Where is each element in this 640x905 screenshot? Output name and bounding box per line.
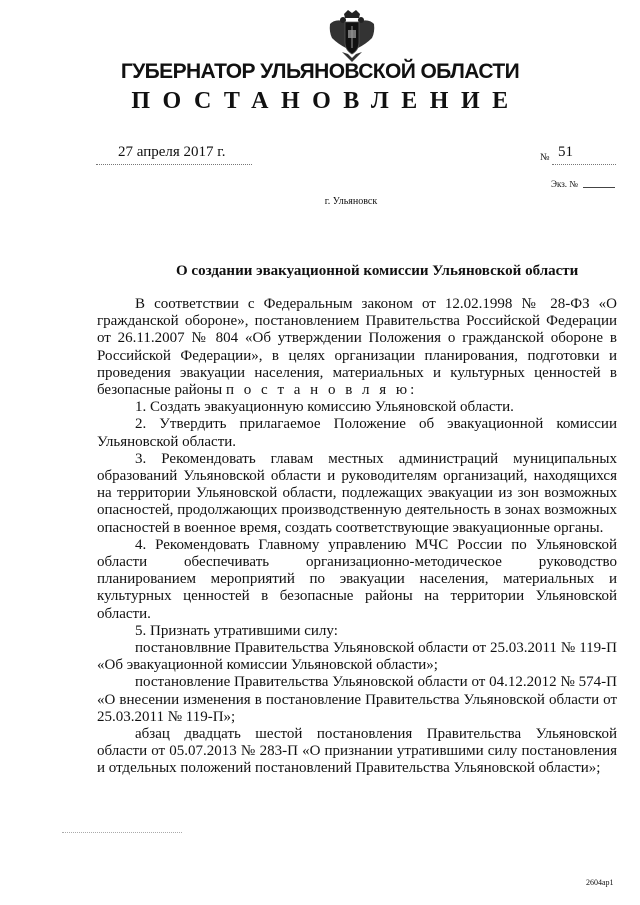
- document-city: г. Ульяновск: [324, 196, 378, 207]
- copy-number-underline: [583, 187, 615, 188]
- date-underline: [96, 164, 252, 165]
- number-sign: №: [540, 152, 550, 163]
- copy-number-label: Экз. №: [551, 179, 578, 189]
- body-paragraph-6: постановлвние Правительства Ульяновской области от 25.03.2011 № 119-П «Об эвакуационной комиссии Ульяновской области»;: [97, 640, 617, 674]
- body-paragraph-7: постановление Правительства Ульяновской области от 04.12.2012 № 574-П «О внесении изменения в постановление Правительства Ульяновской области от 25.03.2011 № 119-П»;: [97, 674, 617, 725]
- coat-of-arms-icon: [326, 8, 378, 64]
- number-underline: [552, 164, 616, 165]
- document-date: 27 апреля 2017 г.: [118, 144, 226, 160]
- intro-text: В соответствии с Федеральным законом от 12.02.1998 № 28-ФЗ «О гражданской обороне», постановлением Правительства Российской Федерации от 26.11.2007 № 804 «Об утверждении Положения о гражданской обороне в Российской Федерации», в целях организации планирования, подготовки и проведения эвакуации населения, материальных и культурных ценностей в безопасные районы: [97, 296, 617, 399]
- document-number: 51: [558, 144, 573, 160]
- document-title: О создании эвакуационной комиссии Ульяновской области: [176, 263, 579, 279]
- body-paragraph-4: 4. Рекомендовать Главному управлению МЧС России по Ульяновской области обеспечивать организационно-методическое руководство планированием мероприятий по эвакуации населения, материальных и культурных ценностей в безопасные районы на территории Ульяновской области.: [97, 536, 617, 622]
- document-code: 2604ap1: [586, 878, 614, 887]
- document-type: ПОСТАНОВЛЕНИЕ: [131, 88, 521, 114]
- issuing-authority: ГУБЕРНАТОР УЛЬЯНОВСКОЙ ОБЛАСТИ: [120, 60, 520, 83]
- body-paragraph-3: 3. Рекомендовать главам местных администраций муниципальных образований Ульяновской области и руководителям организаций, находящихся на территории Ульяновской области, подлежащих эвакуации из зон возможных опасностей, продолжающих производственную деятельность в зонах возможных опасностей в военное время, создать соответствующие эвакуационные органы.: [97, 450, 617, 536]
- document-body: [97, 296, 617, 778]
- decree-word: п о с т а н о в л я ю:: [226, 382, 418, 399]
- body-paragraph-8: абзац двадцать шестой постановления Правительства Ульяновской области от 05.07.2013 № 283-П «О признании утратившими силу постановления и отдельных положений постановлений Правительства Ульяновской области»;: [97, 726, 617, 777]
- intro-paragraph: [97, 296, 617, 399]
- body-paragraph-5: 5. Признать утратившими силу:: [135, 622, 338, 639]
- body-paragraph-2: 2. Утвердить прилагаемое Положение об эвакуационной комиссии Ульяновской области.: [97, 416, 617, 450]
- body-paragraph-1: 1. Создать эвакуационную комиссию Ульяновской области.: [135, 399, 514, 416]
- scan-artifact-line: [62, 832, 182, 833]
